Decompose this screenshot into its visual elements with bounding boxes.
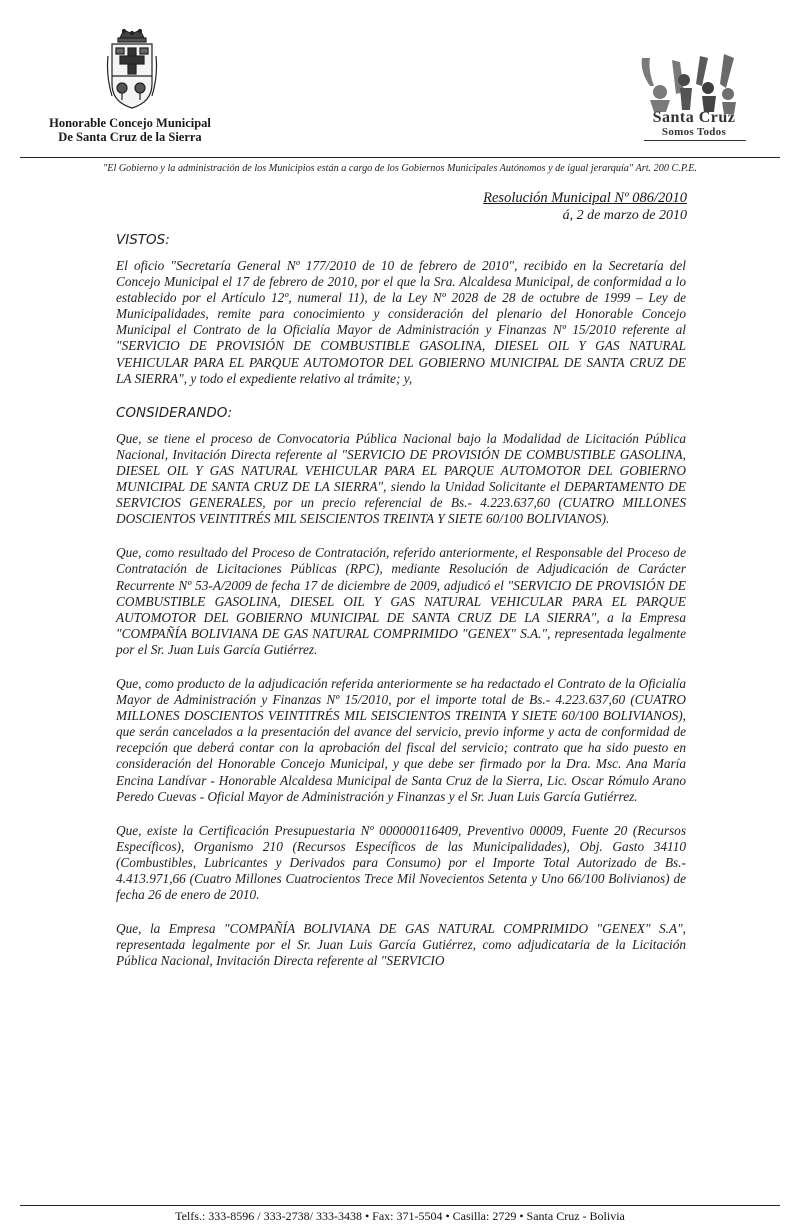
issuing-organization [30,116,230,144]
resolution-number: Resolución Municipal Nº 086/2010 [483,190,687,206]
paragraph-considerando-5: Que, la Empresa "COMPAÑÍA BOLIVIANA DE GAS NATURAL COMPRIMIDO "GENEX" S.A", representada legalmente por el Sr. Juan Luis García Gutiérrez, como adjudicataria de la Licitación Pública Nacional, Invitación Directa referente al "SERVICIO [116,921,686,969]
logo-slogan: Somos Todos [661,126,727,138]
footer-divider [20,1205,780,1206]
paragraph-considerando-1: Que, se tiene el proceso de Convocatoria Pública Nacional bajo la Modalidad de Licitación Pública Nacional, Invitación Directa referente al "SERVICIO DE PROVISIÓN DE COMBUSTIBLE GASOLINA, DIESEL OIL Y GAS NATURAL VEHICULAR PARA EL PARQUE AUTOMOTOR DEL GOBIERNO MUNICIPAL DE SANTA CRUZ DE LA SIERRA", siendo la Unidad Solicitante el DEPARTAMENTO DE SERVICIOS GENERALES, por un precio referencial de Bs.- 4.223.637,60 (CUATRO MILLONES DOSCIENTOS VEINTITRÉS MIL SEISCIENTOS TREINTA Y SIETE 60/100 BOLIVIANOS). [116,430,686,527]
footer-contact: Telfs.: 333-8596 / 333-2738/ 333-3438 • Fax: 371-5504 • Casilla: 2729 • Santa Cruz - Bolivia [175,1209,625,1223]
document-body [116,232,686,979]
paragraph-considerando-3: Que, como producto de la adjudicación referida anteriormente se ha redactado el Contrato de la Oficialía Mayor de Administración y Finanzas Nº 15/2010, por el importe total de Bs.- 4.223.637,60 (CUATRO MILLONES DOSCIENTOS VEINTITRÉS MIL SEISCIENTOS TREINTA Y SIETE 60/100 BOLIVIANOS), que serán cancelados a la presentación del avance del servicio, previo informe y acta de conformidad de recepción que deberá contar con la aprobación del fiscal del servicio; contrato que ha sido puesto en consideración del Honorable Concejo Municipal, y que debe ser firmado por la Dra. Msc. Ana María Encina Landívar - Honorable Alcaldesa Municipal de Santa Cruz de la Sierra, Lic. Oscar Rómulo Arano Peredo Cuevas - Oficial Mayor de Administración y Finanzas y el Sr. Juan Luis García Gutiérrez. [116,675,686,804]
resolution-header [483,190,687,224]
coat-of-arms-icon [104,26,160,110]
section-heading-vistos: VISTOS: [116,232,170,248]
logo-title: Santa Cruz [652,109,736,126]
header-divider [20,157,780,158]
constitutional-motto: "El Gobierno y la administración de los Municipios están a cargo de los Gobiernos Municipales Autónomos y de igual jerarquía" Art. 200 C.P.E. [102,163,698,174]
resolution-date: á, 2 de marzo de 2010 [562,208,687,223]
organization-name-line2: De Santa Cruz de la Sierra [58,130,202,144]
santa-cruz-logo-text [632,110,756,138]
paragraph-considerando-2: Que, como resultado del Proceso de Contratación, referido anteriormente, el Responsable del Proceso de Contratación de Licitaciones Públicas (RPC), mediante Resolución de Adjudicación de Carácter Recurrente Nº 53-A/2009 de fecha 17 de diciembre de 2009, adjudicó el "SERVICIO DE PROVISIÓN DE COMBUSTIBLE GASOLINA, DIESEL OIL Y GAS NATURAL VEHICULAR PARA EL PARQUE AUTOMOTOR DEL GOBIERNO MUNICIPAL DE SANTA CRUZ DE LA SIERRA", a la Empresa "COMPAÑÍA BOLIVIANA DE GAS NATURAL COMPRIMIDO "GENEX" S.A.", representada legalmente por el Sr. Juan Luis García Gutiérrez. [116,545,686,657]
organization-name-line1: Honorable Concejo Municipal [49,116,211,130]
section-heading-considerando: CONSIDERANDO: [116,404,233,421]
paragraph-vistos: El oficio "Secretaría General Nº 177/2010 de 10 de febrero de 2010", recibido en la Secretaría del Concejo Municipal el 17 de febrero de 2010, por el que la Sra. Alcaldesa Municipal, de conformidad a lo establecido por el Artículo 12º, numeral 11), de la Ley Nº 2028 de 28 de octubre de 1999 – Ley de Municipalidades, remite para conocimiento y consideración del plenario del Honorable Concejo Municipal el Contrato de la Oficialía Mayor de Administración y Finanzas Nº 15/2010 referente al "SERVICIO DE PROVISIÓN DE COMBUSTIBLE GASOLINA, DIESEL OIL Y GAS NATURAL VEHICULAR PARA EL PARQUE AUTOMOTOR DEL GOBIERNO MUNICIPAL DE SANTA CRUZ DE LA SIERRA", y todo el expediente relativo al trámite; y, [116,258,686,386]
logo-underline [644,140,746,141]
paragraph-considerando-4: Que, existe la Certificación Presupuestaria Nº 000000116409, Preventivo 00009, Fuente 20 (Recursos Específicos), Organismo 210 (Recursos Específicos de las Municipalidades), Obj. Gasto 34110 (Combustibles, Lubricantes y Derivados para Consumo) por el Importe Total Autorizado de Bs.- 4.413.971,66 (Cuatro Millones Cuatrocientos Trece Mil Novecientos Setenta y Uno 66/100 Bolivianos) de fecha 26 de enero de 2010. [116,822,686,903]
